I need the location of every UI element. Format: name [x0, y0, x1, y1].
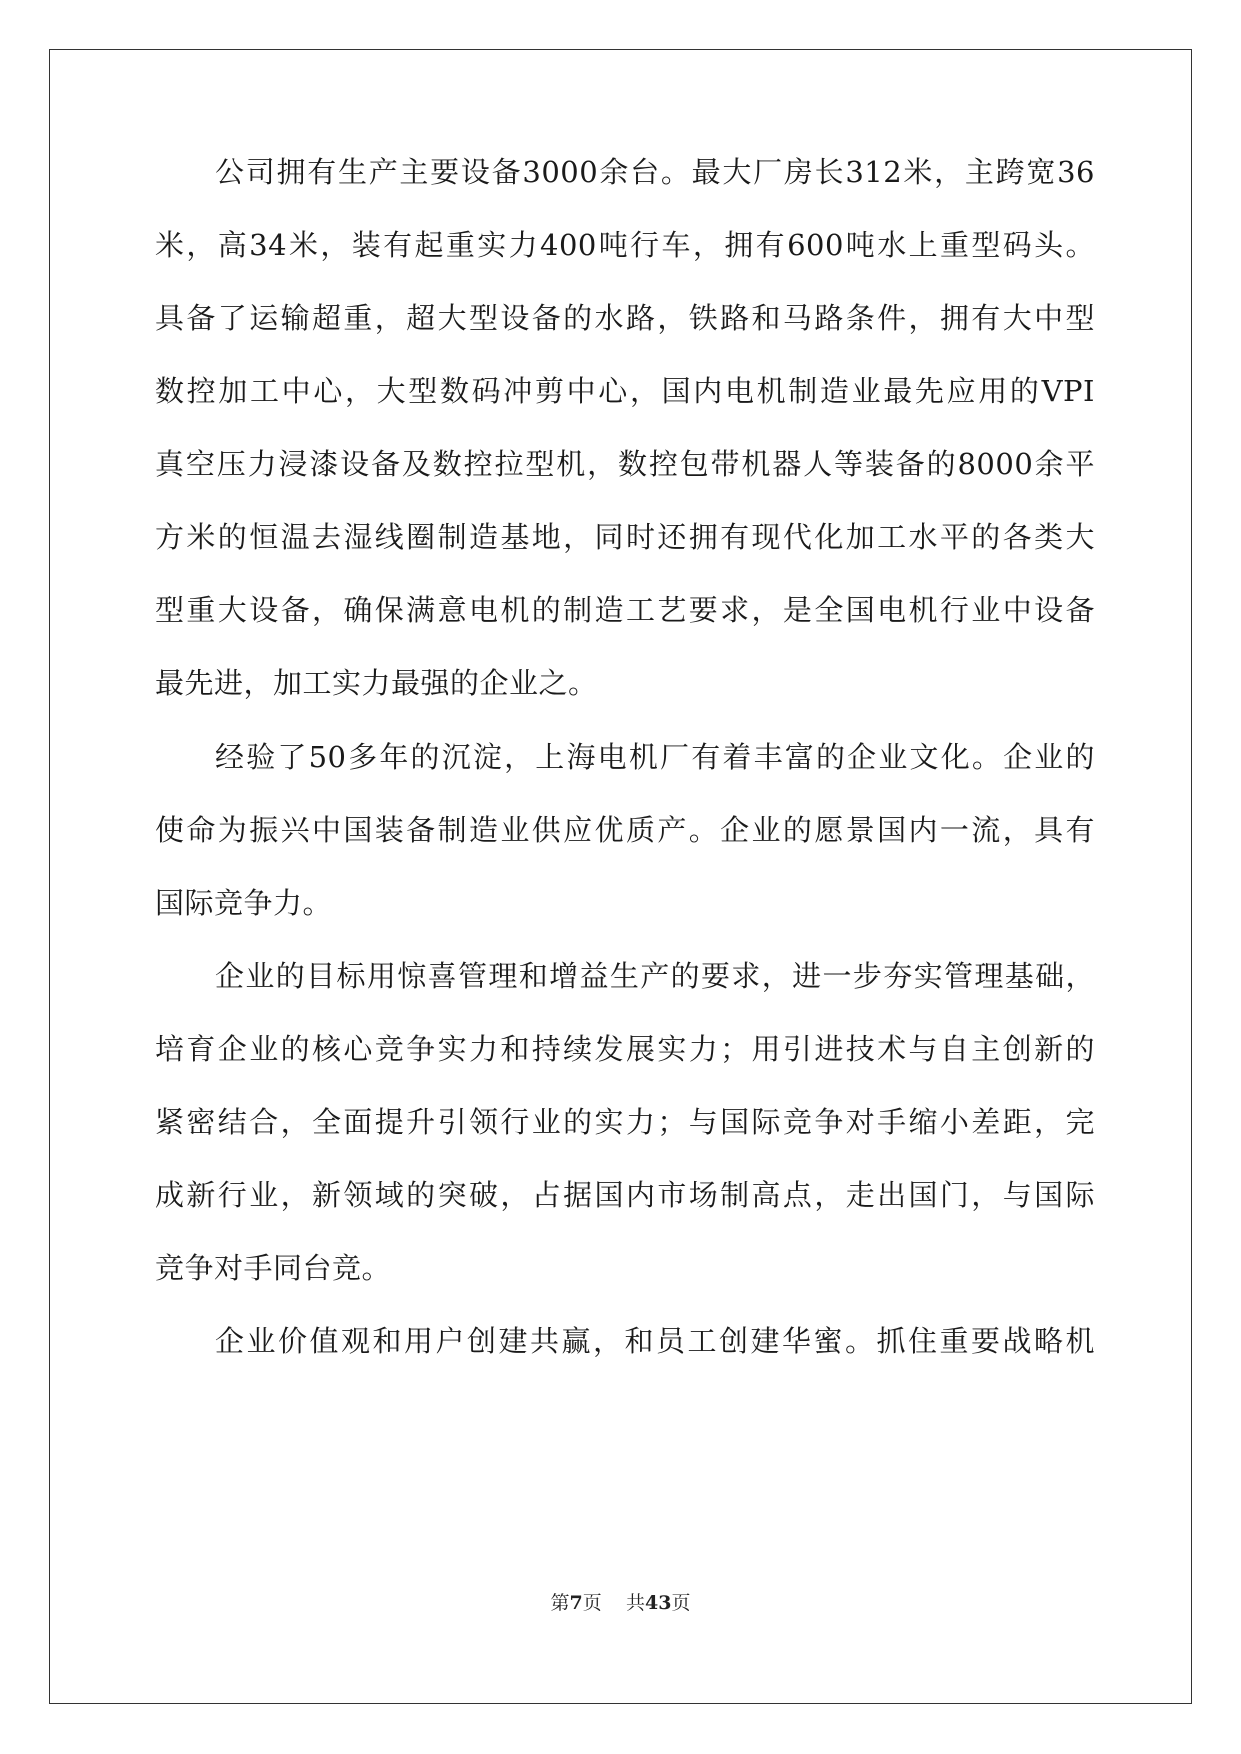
paragraph-line: 企业的目标用惊喜管理和增益生产的要求，进一步夯实管理基础，	[215, 959, 1095, 993]
paragraph-line: 国际竞争力。	[155, 886, 333, 920]
page-footer	[0, 1588, 1241, 1615]
paragraph-line: 经验了50多年的沉淀，上海电机厂有着丰富的企业文化。企业的	[215, 740, 1095, 774]
paragraph-line: 竞争对手同台竞。	[155, 1251, 392, 1285]
paragraph-line: 米，高34米，装有起重实力400吨行车，拥有600吨水上重型码头。	[155, 228, 1095, 262]
paragraph-line: 公司拥有生产主要设备3000余台。最大厂房长312米，主跨宽36	[215, 155, 1095, 189]
paragraph-line: 企业价值观和用户创建共赢，和员工创建华蜜。抓住重要战略机	[215, 1324, 1095, 1358]
paragraph-line: 真空压力浸漆设备及数控拉型机，数控包带机器人等装备的8000余平	[155, 447, 1095, 481]
paragraph-line: 具备了运输超重，超大型设备的水路，铁路和马路条件，拥有大中型	[155, 301, 1095, 335]
paragraph-line: 方米的恒温去湿线圈制造基地，同时还拥有现代化加工水平的各类大	[155, 520, 1095, 554]
footer-total-suffix: 页	[671, 1592, 691, 1614]
footer-prefix: 第	[550, 1592, 570, 1614]
page-number: 7	[569, 1592, 583, 1614]
paragraph-line: 使命为振兴中国装备制造业供应优质产。企业的愿景国内一流，具有	[155, 813, 1095, 847]
footer-page-suffix: 页	[582, 1592, 602, 1614]
paragraph-line: 紧密结合，全面提升引领行业的实力；与国际竞争对手缩小差距，完	[155, 1105, 1095, 1139]
paragraph-line: 数控加工中心，大型数码冲剪中心，国内电机制造业最先应用的VPI	[155, 374, 1095, 408]
footer-total-prefix: 共	[625, 1592, 645, 1614]
total-pages: 43	[644, 1592, 672, 1614]
paragraph-line: 培育企业的核心竞争实力和持续发展实力；用引进技术与自主创新的	[155, 1032, 1095, 1066]
paragraph-line: 型重大设备，确保满意电机的制造工艺要求，是全国电机行业中设备	[155, 593, 1095, 627]
paragraph-line: 最先进，加工实力最强的企业之。	[155, 666, 598, 700]
paragraph-line: 成新行业，新领域的突破，占据国内市场制高点，走出国门，与国际	[155, 1178, 1095, 1212]
